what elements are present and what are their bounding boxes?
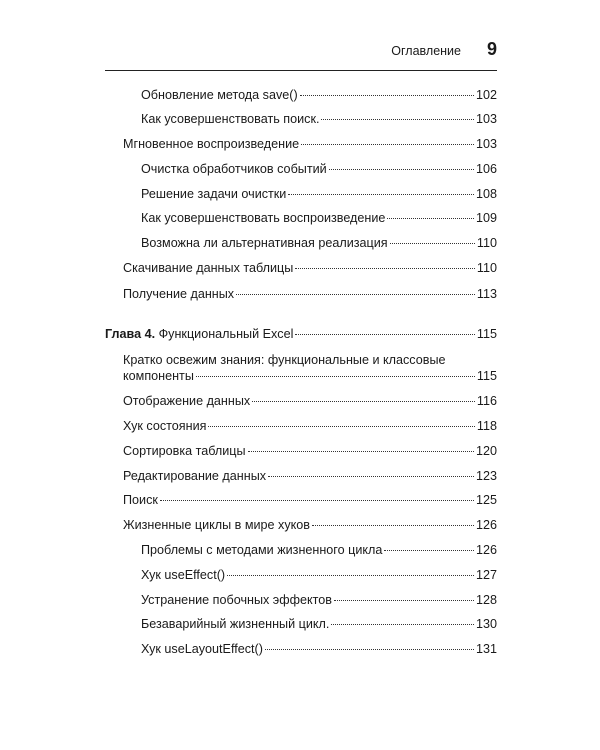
toc-entry[interactable] xyxy=(141,161,497,177)
toc-leader-dots xyxy=(301,144,474,145)
toc-entry[interactable] xyxy=(141,235,497,251)
toc-entry-page: 103 xyxy=(475,137,497,151)
toc-entry[interactable] xyxy=(123,468,497,484)
toc-entry-page: 116 xyxy=(476,394,497,408)
toc-leader-dots xyxy=(331,624,474,625)
toc-entry-page: 127 xyxy=(475,568,497,582)
toc-entry-page: 113 xyxy=(476,287,497,301)
toc-entry[interactable] xyxy=(141,641,497,657)
running-header-title: Оглавление xyxy=(391,44,461,58)
page-number: 9 xyxy=(486,39,497,59)
toc-entry-title: компоненты xyxy=(123,369,194,383)
toc-entry-title: Поиск xyxy=(123,493,158,507)
toc-entry-page: 109 xyxy=(475,211,497,225)
toc-entry[interactable] xyxy=(123,136,497,152)
toc-entry-title: Решение задачи очистки xyxy=(141,187,287,201)
toc-entry[interactable] xyxy=(141,567,497,583)
toc-leader-dots xyxy=(196,376,475,377)
toc-entry[interactable] xyxy=(141,210,497,226)
toc-entry-page: 118 xyxy=(476,419,497,433)
toc-entry-title: Очистка обработчиков событий xyxy=(141,162,327,176)
toc-entry[interactable] xyxy=(123,492,497,508)
toc-entry-title: Устранение побочных эффектов xyxy=(141,593,332,607)
toc-leader-dots xyxy=(236,294,475,295)
toc-entry-title: Хук состояния xyxy=(123,419,207,433)
toc-entry-title: Хук useLayoutEffect() xyxy=(141,642,263,656)
toc-entry-page: 108 xyxy=(475,187,497,201)
toc-entry-page: 110 xyxy=(476,261,497,275)
toc-entry[interactable] xyxy=(123,517,497,533)
toc-leader-dots xyxy=(252,401,475,402)
toc-entry-page: 130 xyxy=(475,617,497,631)
toc-leader-dots xyxy=(321,119,474,120)
toc-leader-dots xyxy=(288,194,474,195)
toc-entry-title: Как усовершенствовать воспроизведение xyxy=(141,211,386,225)
toc-leader-dots xyxy=(268,476,474,477)
toc-entry-page: 115 xyxy=(476,369,497,383)
toc-entry[interactable] xyxy=(123,443,497,459)
toc-entry[interactable] xyxy=(123,418,497,434)
toc-entry-page: 110 xyxy=(476,236,497,250)
toc-entry-page: 120 xyxy=(475,444,497,458)
toc-entry-title: Проблемы с методами жизненного цикла xyxy=(141,543,383,557)
toc-leader-dots xyxy=(390,243,475,244)
toc-entry-title: Безаварийный жизненный цикл. xyxy=(141,617,330,631)
toc-chapter-entry[interactable] xyxy=(105,326,497,342)
toc-leader-dots xyxy=(312,525,474,526)
toc-entry[interactable] xyxy=(141,87,497,103)
table-of-contents xyxy=(105,0,497,750)
toc-entry[interactable] xyxy=(123,352,497,384)
toc-entry-page: 126 xyxy=(475,518,497,532)
toc-entry-title: Мгновенное воспроизведение xyxy=(123,137,300,151)
toc-leader-dots xyxy=(329,169,474,170)
chapter-label: Глава 4. xyxy=(105,327,156,341)
toc-leader-dots xyxy=(334,600,474,601)
toc-leader-dots xyxy=(265,649,474,650)
toc-entry[interactable] xyxy=(141,186,497,202)
toc-entry-title: Редактирование данных xyxy=(123,469,267,483)
toc-entry[interactable] xyxy=(123,260,497,276)
toc-entry[interactable] xyxy=(141,111,497,127)
toc-entry-title-line1: Кратко освежим знания: функциональные и классовые xyxy=(123,353,446,367)
toc-entry[interactable] xyxy=(123,286,497,302)
toc-entry-page: 128 xyxy=(475,593,497,607)
toc-entry[interactable] xyxy=(123,393,497,409)
toc-leader-dots xyxy=(160,500,474,501)
toc-leader-dots xyxy=(384,550,474,551)
toc-entry-page: 131 xyxy=(475,642,497,656)
toc-leader-dots xyxy=(300,95,474,96)
toc-entry-page: 123 xyxy=(475,469,497,483)
toc-leader-dots xyxy=(387,218,474,219)
toc-entry-page: 126 xyxy=(475,543,497,557)
toc-entry-title: Получение данных xyxy=(123,287,235,301)
toc-leader-dots xyxy=(295,334,475,335)
toc-entry-page: 102 xyxy=(475,88,497,102)
toc-entry-title: Хук useEffect() xyxy=(141,568,226,582)
toc-entry-title: Жизненные циклы в мире хуков xyxy=(123,518,310,532)
toc-entry-title: Функциональный Excel xyxy=(155,327,294,341)
toc-entry-title: Отображение данных xyxy=(123,394,251,408)
toc-entry-title: Возможна ли альтернативная реализация xyxy=(141,236,388,250)
toc-entry-page: 103 xyxy=(475,112,497,126)
toc-entry[interactable] xyxy=(141,616,497,632)
toc-entry[interactable] xyxy=(141,592,497,608)
toc-entry-title: Обновление метода save() xyxy=(141,88,298,102)
toc-leader-dots xyxy=(227,575,474,576)
toc-leader-dots xyxy=(295,268,475,269)
toc-entry-page: 106 xyxy=(475,162,497,176)
toc-entry-title: Скачивание данных таблицы xyxy=(123,261,294,275)
toc-leader-dots xyxy=(208,426,474,427)
toc-entry[interactable] xyxy=(141,542,497,558)
toc-entry-page: 115 xyxy=(476,327,497,341)
toc-entry-page: 125 xyxy=(475,493,497,507)
toc-entry-title: Сортировка таблицы xyxy=(123,444,246,458)
toc-entry-title: Как усовершенствовать поиск. xyxy=(141,112,320,126)
toc-leader-dots xyxy=(248,451,474,452)
